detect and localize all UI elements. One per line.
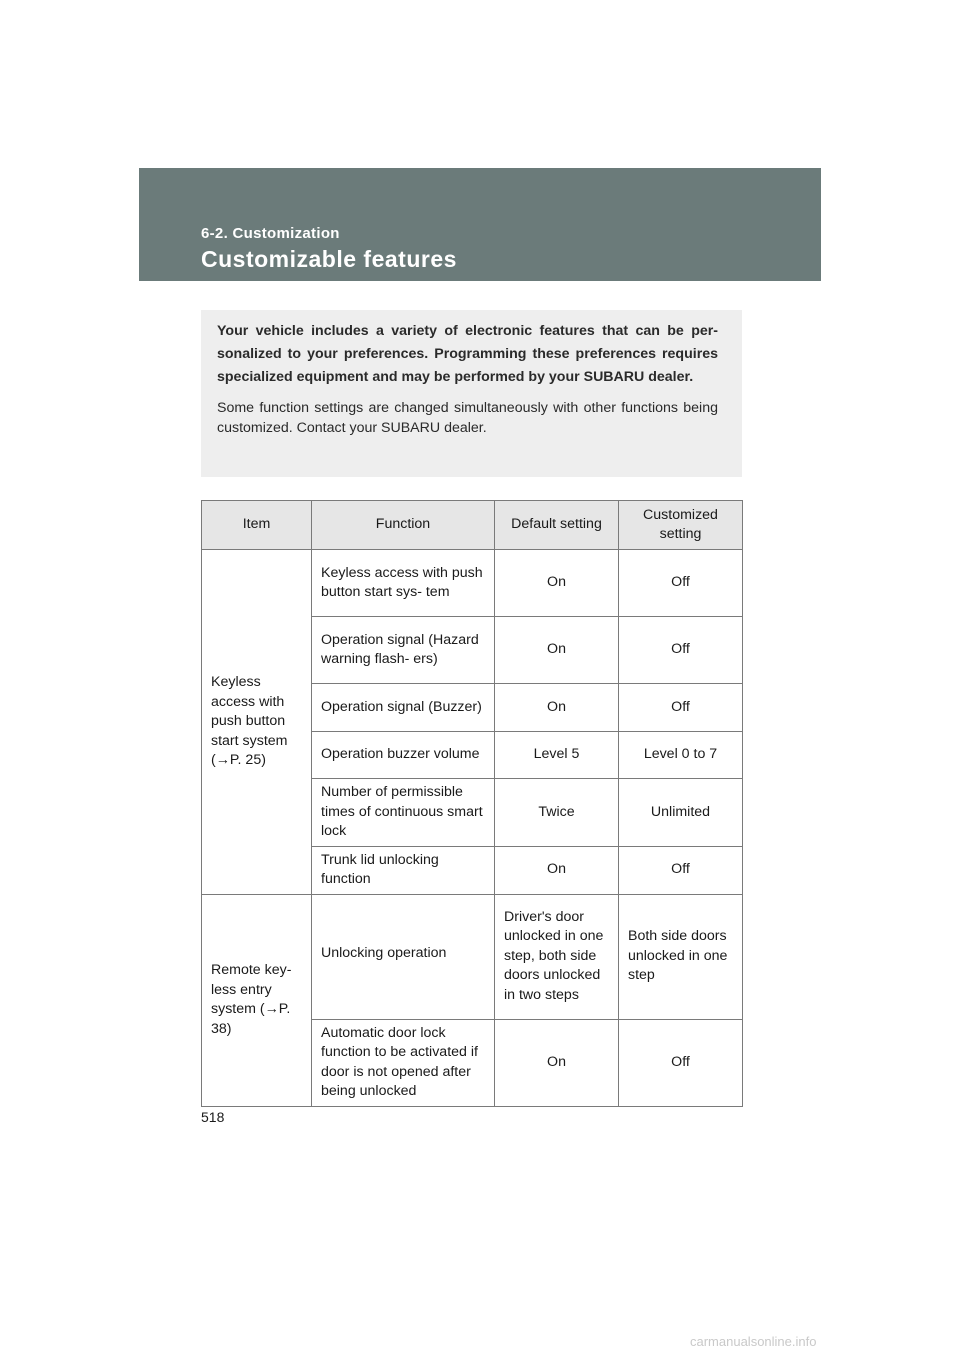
function-cell: Unlocking operation xyxy=(312,894,495,1019)
page-number: 518 xyxy=(201,1109,225,1125)
section-header xyxy=(139,168,821,281)
function-cell: Operation signal (Buzzer) xyxy=(312,684,495,732)
default-cell: On xyxy=(495,684,619,732)
function-cell: Number of permissible times of continuous smart lock xyxy=(312,779,495,847)
default-cell: On xyxy=(495,617,619,684)
table-row xyxy=(202,550,743,617)
default-cell: On xyxy=(495,1019,619,1106)
default-cell: On xyxy=(495,846,619,894)
intro-lead: Your vehicle includes a variety of electronic features that can be per- sonalized to your preferences. Programming these preferences requires specialized equipment and may be performed by your SUBARU dealer. xyxy=(217,323,718,385)
default-cell: Twice xyxy=(495,779,619,847)
customized-cell: Level 0 to 7 xyxy=(619,732,743,779)
watermark: carmanualsonline.info xyxy=(690,1334,817,1349)
header-function: Function xyxy=(312,501,495,550)
customization-table xyxy=(201,500,743,1107)
function-cell: Automatic door lock function to be activated if door is not opened after being unlocked xyxy=(312,1019,495,1106)
function-cell: Operation signal (Hazard warning flash- ers) xyxy=(312,617,495,684)
customized-cell: Off xyxy=(619,846,743,894)
customized-cell: Off xyxy=(619,684,743,732)
intro-note: Some function settings are changed simultaneously with other functions being customized. Contact your SUBARU dealer. xyxy=(217,400,718,436)
function-cell: Trunk lid unlocking function xyxy=(312,846,495,894)
page-title: Customizable features xyxy=(201,246,457,272)
item-cell: Remote key- less entry system (→P. 38) xyxy=(202,894,312,1106)
table-row xyxy=(202,894,743,1019)
default-cell: Level 5 xyxy=(495,732,619,779)
default-cell: Driver's door unlocked in one step, both side doors unlocked in two steps xyxy=(495,894,619,1019)
customized-cell: Off xyxy=(619,1019,743,1106)
customized-cell: Off xyxy=(619,617,743,684)
header-customized: Customized setting xyxy=(619,501,743,550)
section-label: 6-2. Customization xyxy=(201,225,340,242)
function-cell: Keyless access with push button start sys- tem xyxy=(312,550,495,617)
customized-cell: Off xyxy=(619,550,743,617)
customized-cell: Unlimited xyxy=(619,779,743,847)
function-cell: Operation buzzer volume xyxy=(312,732,495,779)
default-cell: On xyxy=(495,550,619,617)
header-item: Item xyxy=(202,501,312,550)
header-default: Default setting xyxy=(495,501,619,550)
intro-box xyxy=(201,310,742,477)
table-header-row xyxy=(202,501,743,550)
customized-cell: Both side doors unlocked in one step xyxy=(619,894,743,1019)
item-cell: Keyless access with push button start system (→P. 25) xyxy=(202,550,312,895)
